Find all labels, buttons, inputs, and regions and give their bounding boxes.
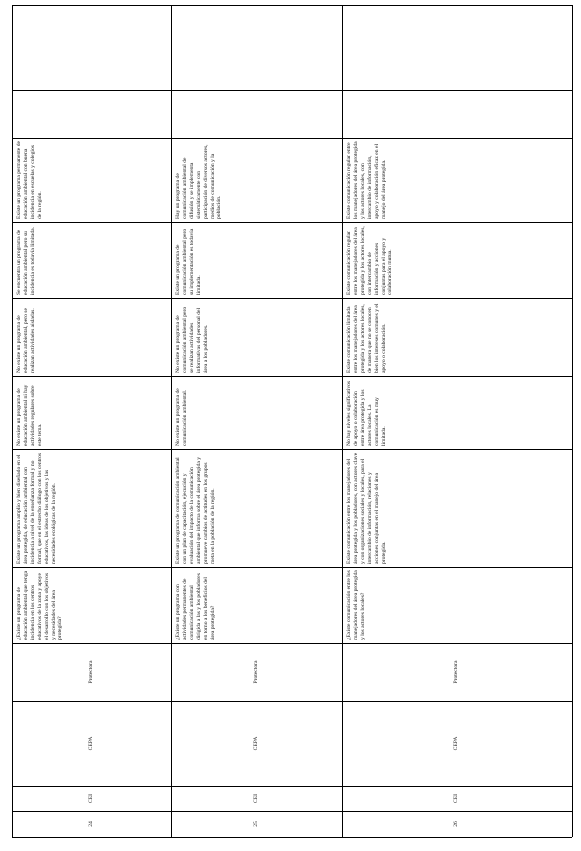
answer-text: Se encuentra un programa de educación ambiental pero su incidencia es todavía limitada.	[16, 226, 36, 295]
table-cell-answer	[171, 5, 342, 90]
table-cell-answer	[342, 222, 572, 298]
answer-text: Existe un programa de comunicación ambiental con un plan de capacitación, ejecución y evaluación del impacto de la comunicación ambiental que informa sobre el área protegida y promueve cambios de actitudes en los grupos meta en la población de la región.	[175, 456, 216, 564]
answer-text: Hay un programa de comunicación ambiental de difusión y se implementa sistemáticamente con participación de diversos actores, medios de comunicación y la población.	[175, 144, 223, 219]
table-cell-org	[12, 701, 171, 786]
table-cell-answer	[12, 222, 171, 298]
question-text: ¿Existe un programa de educación ambiental que tenga incidencia en los centros educativos de la zona y apoye el desarrollo con los objetivos y necesidades del área protegida?	[16, 570, 64, 640]
org-text: CEPA	[87, 736, 94, 751]
table-cell-code	[342, 786, 572, 811]
number-text: 26	[453, 821, 459, 827]
answer-text: Existe comunicación limitada entre los manejadores del área protegida y los actores locales, de manera que no se conocen bien los intereses comunes y el apoyo o colaboración.	[346, 303, 387, 373]
answer-text: Existe un programa permanente de educación ambiental con buena incidencia en escuelas y colegios de la región.	[16, 141, 43, 219]
answer-text: No existe un programa de comunicación ambiental pero se realizan actividades informativas del personal del área a los pobladores.	[175, 306, 209, 373]
org-text: CEPA	[453, 736, 459, 751]
table-cell-answer	[12, 90, 171, 138]
table-cell-question	[342, 567, 572, 643]
table-cell-answer	[12, 298, 171, 376]
table-cell-answer	[12, 138, 171, 222]
table-rule-vertical	[572, 5, 573, 837]
table-cell-category	[12, 643, 171, 701]
table-cell-answer	[12, 449, 171, 567]
question-text: ¿Existe un programa con actividades permanentes de comunicación ambiental dirigida a las y los pobladores en torno a los beneficios del área protegida?	[175, 573, 216, 640]
category-text: Protectora	[252, 660, 259, 684]
answer-text	[175, 93, 255, 135]
code-text: CEI	[87, 794, 94, 804]
table-rule-horizontal	[12, 837, 572, 838]
table-cell-number	[342, 811, 572, 837]
table-cell-answer	[12, 376, 171, 449]
table-cell-answer	[171, 138, 342, 222]
category-text: Protectora	[87, 660, 94, 684]
table-cell-code	[12, 786, 171, 811]
answer-text	[346, 93, 426, 135]
table-cell-answer	[342, 449, 572, 567]
answer-text: No hay niveles significativos de apoyo o colaboración entre área protegida y los actores locales. La comunicación es muy limitada.	[346, 380, 387, 446]
answer-text	[346, 8, 426, 87]
table-cell-number	[12, 811, 171, 837]
table-cell-question	[12, 567, 171, 643]
answer-text: Existe un programa amplio y bien diseñado en el área protegida, de educación ambiental con incidencia a nivel de la enseñanza formal y no formal, que en el estrecho diálogo con los centros educativos, las ideas de los objetivos y las necesidades ecológicas de la región.	[16, 452, 57, 564]
table-cell-org	[342, 701, 572, 786]
table-cell-answer	[342, 298, 572, 376]
table-cell-answer	[342, 376, 572, 449]
code-text: CEI	[252, 794, 259, 804]
table-cell-org	[171, 701, 342, 786]
table-cell-answer	[171, 90, 342, 138]
answer-text	[16, 93, 96, 135]
table-cell-category	[342, 643, 572, 701]
table-cell-category	[171, 643, 342, 701]
answer-text: Existe un programa de comunicación ambiental pero su implementación es todavía limitada.	[175, 228, 202, 295]
number-text: 24	[87, 821, 94, 827]
question-text: ¿Existe comunicación entre los manejadores del área protegida y los actores locales?	[346, 570, 366, 640]
table-cell-answer	[342, 90, 572, 138]
table-cell-answer	[342, 5, 572, 90]
answer-text: Existe comunicación regular entre los manejadores del área protegida y los actores locales, con intercambio de información, apoyo y colaboración eficaz en el manejo del área protegida.	[346, 141, 387, 219]
table-cell-answer	[171, 298, 342, 376]
table-cell-number	[171, 811, 342, 837]
answer-text: Existe comunicación regular entre los manejadores del área protegida y los actores locales, con intercambio de información y acciones conjuntas para el apoyo y colaboración mutua.	[346, 226, 394, 295]
category-text: Protectora	[453, 660, 459, 684]
table-cell-answer	[12, 5, 171, 90]
org-text: CEPA	[252, 736, 259, 751]
code-text: CEI	[453, 794, 459, 804]
answer-text: Existe comunicación entre los manejadores del área protegida y los pobladores, con actores clave y con organizaciones sociales y locales, para el intercambio de información, relaciones y acciones conjuntas en el manejo del área protegida.	[346, 452, 387, 564]
answer-text: No existe un programa de educación ambiental, pero se realizan actividades aisladas.	[16, 308, 36, 373]
table-cell-answer	[171, 449, 342, 567]
table-cell-question	[171, 567, 342, 643]
table-cell-code	[171, 786, 342, 811]
number-text: 25	[252, 821, 259, 827]
answer-text	[175, 8, 255, 87]
answer-text	[16, 8, 96, 87]
table-cell-answer	[342, 138, 572, 222]
table-cell-answer	[171, 376, 342, 449]
table-cell-answer	[171, 222, 342, 298]
answer-text: No existe un programa de comunicación ambiental.	[175, 388, 188, 446]
answer-text: No existe un programa de educación ambiental ni hay actividades regulares sobre este tema.	[16, 384, 43, 446]
